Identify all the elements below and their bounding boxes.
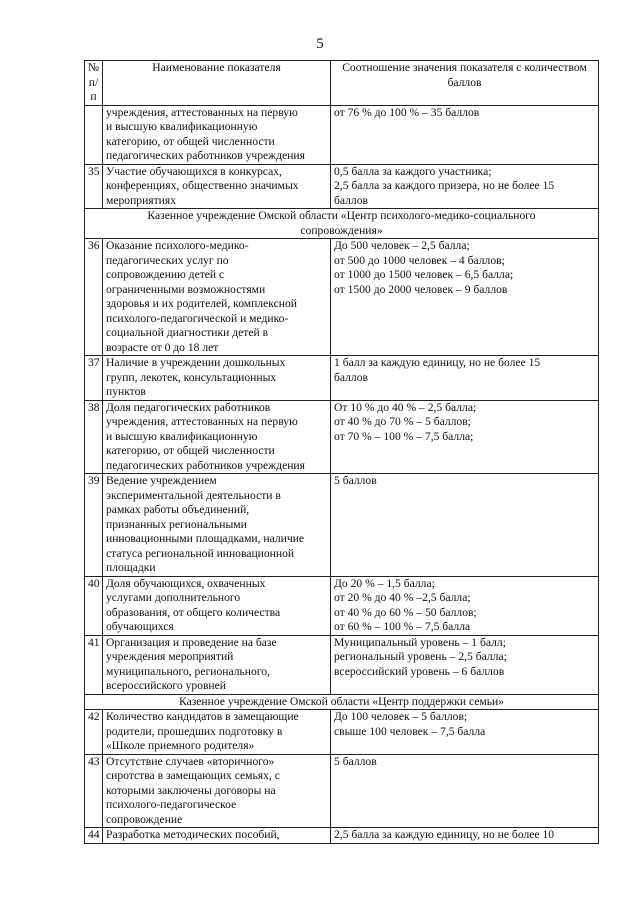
- row-number: 38: [85, 400, 103, 474]
- score-rule-line: От 10 % до 40 % – 2,5 балла;: [334, 400, 477, 414]
- indicator-name: [103, 105, 331, 164]
- score-rule: [331, 105, 599, 164]
- indicator-name-line: рамках работы объединений,: [106, 503, 250, 516]
- indicator-name-line: Участие обучающихся в конкурсах,: [106, 164, 282, 178]
- indicator-name-line: образования, от общего количества: [106, 605, 281, 619]
- indicator-name-line: мероприятиях: [106, 193, 177, 207]
- indicator-name-line: экспериментальной деятельности в: [106, 488, 281, 502]
- indicator-name-line: категорию, от общей численности: [106, 134, 275, 148]
- section-title: [85, 694, 599, 710]
- indicator-name-line: психолого-педагогическое: [106, 798, 237, 811]
- score-rule-line: 2,5 балла за каждую единицу, но не более 10: [334, 828, 555, 841]
- row-number: 35: [85, 164, 103, 209]
- indicator-name-line: Разработка методических пособий,: [106, 828, 280, 841]
- score-rule-line: 5 баллов: [334, 474, 377, 487]
- indicator-name: [103, 576, 331, 635]
- indicator-name-line: «Школе приемного родителя»: [106, 739, 255, 752]
- indicator-name-line: Организация и проведение на базе: [106, 635, 277, 649]
- table-row: [85, 576, 599, 635]
- table-row: [85, 635, 599, 694]
- indicator-name-line: педагогических работников учреждения: [106, 458, 305, 472]
- indicator-name: [103, 474, 331, 577]
- indicator-name-line: социальной диагностики детей в: [106, 326, 269, 339]
- indicator-name-line: учреждения мероприятий: [106, 650, 234, 663]
- section-title-line: сопровождения»: [300, 223, 383, 237]
- indicator-name-line: площадки: [106, 561, 156, 574]
- indicator-name-line: Доля обучающихся, охваченных: [106, 576, 266, 590]
- indicator-name-line: услугами дополнительного: [106, 591, 241, 604]
- score-rule-line: от 20 % до 40 % –2,5 балла;: [334, 591, 471, 604]
- header-score: Соотношение значения показателя с количеством баллов: [331, 61, 599, 106]
- table-body: [85, 105, 599, 843]
- indicator-name: [103, 828, 331, 844]
- row-number: 36: [85, 239, 103, 356]
- score-rule: [331, 576, 599, 635]
- indicator-name: [103, 635, 331, 694]
- table-row: [85, 239, 599, 356]
- indicator-name: [103, 754, 331, 828]
- indicator-name-line: которыми заключены договоры на: [106, 783, 276, 797]
- indicator-name: [103, 356, 331, 401]
- row-number: 44: [85, 828, 103, 844]
- indicator-table: [84, 60, 599, 844]
- score-rule-line: баллов: [334, 370, 368, 384]
- indicator-name-line: обучающихся: [106, 620, 174, 633]
- score-rule-line: от 1000 до 1500 человек – 6,5 балла;: [334, 268, 514, 281]
- score-rule-line: баллов: [334, 193, 368, 207]
- score-rule-line: от 60 % – 100 % – 7,5 балла: [334, 620, 471, 633]
- indicator-name-line: категорию, от общей численности: [106, 444, 275, 457]
- score-rule-line: свыше 100 человек – 7,5 балла: [334, 724, 486, 738]
- table-header: [85, 61, 599, 106]
- score-rule: [331, 828, 599, 844]
- score-rule-line: от 40 % до 70 % – 5 баллов;: [334, 415, 471, 428]
- score-rule-line: региональный уровень – 2,5 балла;: [334, 650, 507, 663]
- score-rule-line: 0,5 балла за каждого участника;: [334, 164, 492, 178]
- section-row: [85, 209, 599, 239]
- indicator-name-line: сопровождению детей с: [106, 268, 225, 281]
- indicator-name-line: групп, лекотек, консультационных: [106, 370, 277, 384]
- indicator-name-line: учреждения, аттестованных на первую: [106, 105, 298, 119]
- indicator-name-line: Наличие в учреждении дошкольных: [106, 356, 286, 369]
- score-rule-line: от 76 % до 100 % – 35 баллов: [334, 105, 480, 119]
- indicator-name-line: Оказание психолого-медико-: [106, 239, 249, 252]
- indicator-name: [103, 239, 331, 356]
- section-title-line: Казенное учреждение Омской области «Центр психолого-медико-социального: [147, 209, 536, 222]
- score-rule-line: от 1500 до 2000 человек – 9 баллов: [334, 282, 508, 296]
- score-rule-line: Муниципальный уровень – 1 балл;: [334, 635, 506, 649]
- indicator-name-line: Ведение учреждением: [106, 474, 217, 487]
- indicator-name-line: Доля педагогических работников: [106, 400, 271, 414]
- indicator-name-line: сопровождение: [106, 812, 183, 826]
- indicator-name-line: конференциях, общественно значимых: [106, 179, 299, 192]
- score-rule: [331, 400, 599, 474]
- score-rule-line: 1 балл за каждую единицу, но не более 15: [334, 356, 541, 369]
- indicator-name-line: родители, прошедших подготовку в: [106, 724, 283, 738]
- indicator-name-line: педагогических работников учреждения: [106, 149, 305, 162]
- row-number: 41: [85, 635, 103, 694]
- score-rule: [331, 474, 599, 577]
- indicator-name-line: педагогических услуг по: [106, 253, 229, 267]
- row-number: 42: [85, 710, 103, 755]
- indicator-name-line: инновационными площадками, наличие: [106, 532, 305, 545]
- indicator-name-line: психолого-педагогической и медико-: [106, 311, 289, 325]
- row-number: 43: [85, 754, 103, 828]
- score-rule-line: от 40 % до 60 % – 50 баллов;: [334, 605, 477, 619]
- indicator-name: [103, 710, 331, 755]
- indicator-name-line: и высшую квалификационную: [106, 429, 258, 443]
- indicator-name-line: всероссийского уровней: [106, 679, 226, 692]
- header-num: № п/п: [85, 61, 103, 106]
- indicator-name-line: и высшую квалификационную: [106, 120, 258, 133]
- row-number: 39: [85, 474, 103, 577]
- score-rule: [331, 754, 599, 828]
- indicator-name-line: Количество кандидатов в замещающие: [106, 710, 299, 723]
- indicator-name-line: ограниченными возможностями: [106, 282, 266, 296]
- section-title-line: Казенное учреждение Омской области «Центр поддержки семьи»: [178, 694, 504, 708]
- score-rule-line: До 100 человек – 5 баллов;: [334, 710, 468, 723]
- indicator-name: [103, 400, 331, 474]
- score-rule: [331, 356, 599, 401]
- score-rule-line: До 500 человек – 2,5 балла;: [334, 239, 470, 252]
- row-number: 40: [85, 576, 103, 635]
- table-row: [85, 474, 599, 577]
- score-rule: [331, 710, 599, 755]
- table-row: [85, 828, 599, 844]
- indicator-name-line: муниципального, регионального,: [106, 664, 270, 678]
- row-number: [85, 105, 103, 164]
- page-number: 5: [316, 36, 324, 52]
- score-rule-line: от 70 % – 100 % – 7,5 балла;: [334, 429, 474, 443]
- table-row: [85, 400, 599, 474]
- indicator-name-line: сиротства в замещающих семьях, с: [106, 769, 280, 782]
- indicator-name: [103, 164, 331, 209]
- score-rule-line: 5 баллов: [334, 754, 377, 768]
- table-row: [85, 105, 599, 164]
- score-rule: [331, 164, 599, 209]
- section-row: [85, 694, 599, 710]
- indicator-name-line: пунктов: [106, 385, 146, 398]
- header-name: Наименование показателя: [103, 61, 331, 106]
- score-rule: [331, 239, 599, 356]
- indicator-name-line: признанных региональными: [106, 517, 247, 531]
- indicator-name-line: статуса региональной инновационной: [106, 546, 295, 560]
- table-row: [85, 754, 599, 828]
- table-row: [85, 356, 599, 401]
- score-rule-line: До 20 % – 1,5 балла;: [334, 576, 435, 590]
- score-rule-line: 2,5 балла за каждого призера, но не более 15: [334, 179, 555, 192]
- indicator-name-line: возрасте от 0 до 18 лет: [106, 340, 219, 354]
- score-rule: [331, 635, 599, 694]
- score-rule-line: от 500 до 1000 человек – 4 баллов;: [334, 253, 505, 267]
- indicator-name-line: учреждения, аттестованных на первую: [106, 415, 298, 428]
- indicator-name-line: Отсутствие случаев «вторичного»: [106, 754, 275, 768]
- table-row: [85, 164, 599, 209]
- score-rule-line: всероссийский уровень – 6 баллов: [334, 664, 505, 678]
- indicator-name-line: здоровья и их родителей, комплексной: [106, 297, 297, 310]
- row-number: 37: [85, 356, 103, 401]
- table-row: [85, 710, 599, 755]
- section-title: [85, 209, 599, 239]
